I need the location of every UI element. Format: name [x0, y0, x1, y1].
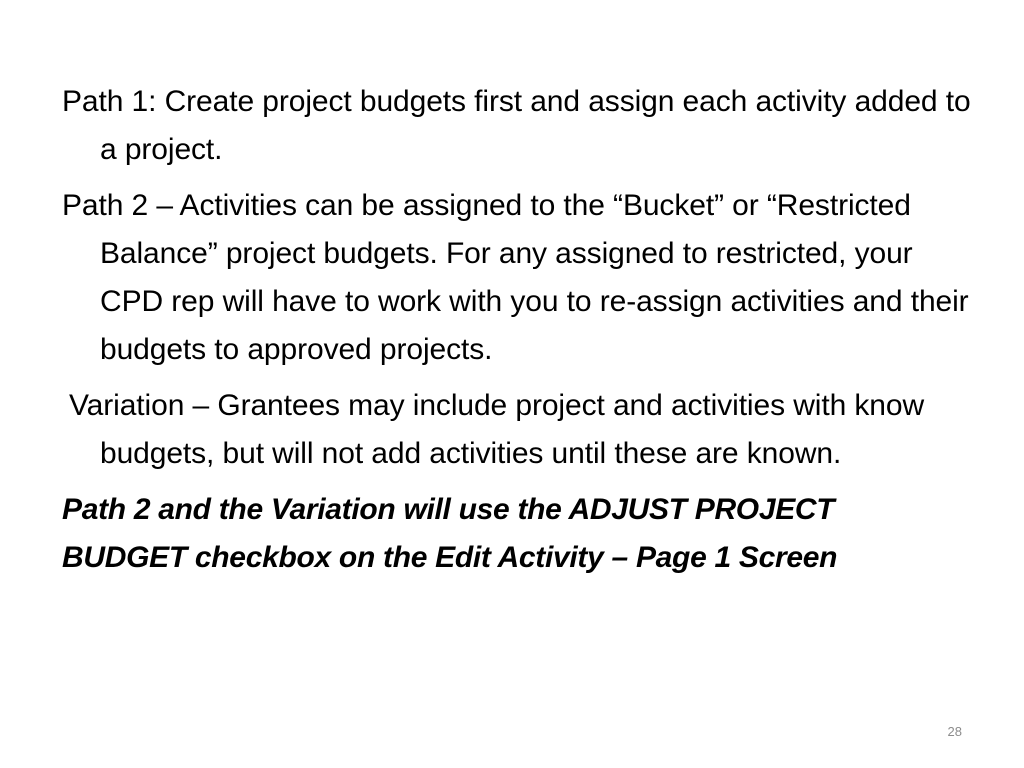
variation-paragraph: Variation – Grantees may include project and activities with know budgets, but will not add activities until these are known.: [69, 389, 925, 470]
path-2-paragraph: Path 2 – Activities can be assigned to the “Bucket” or “Restricted Balance” project budgets. For any assigned to restricted, your CPD rep will have to work with you to re-assign activities and their budgets to approved projects.: [62, 189, 969, 366]
emphasis-note: [62, 486, 972, 582]
emphasis-line-1: Path 2 and the Variation will use the ADJUST PROJECT: [62, 493, 835, 526]
slide-body: [62, 78, 972, 582]
page-number: 28: [947, 724, 962, 739]
path-1-paragraph: Path 1: Create project budgets first and assign each activity added to a project.: [62, 85, 971, 166]
emphasis-line-2: BUDGET checkbox on the Edit Activity – Page 1 Screen: [62, 541, 838, 574]
